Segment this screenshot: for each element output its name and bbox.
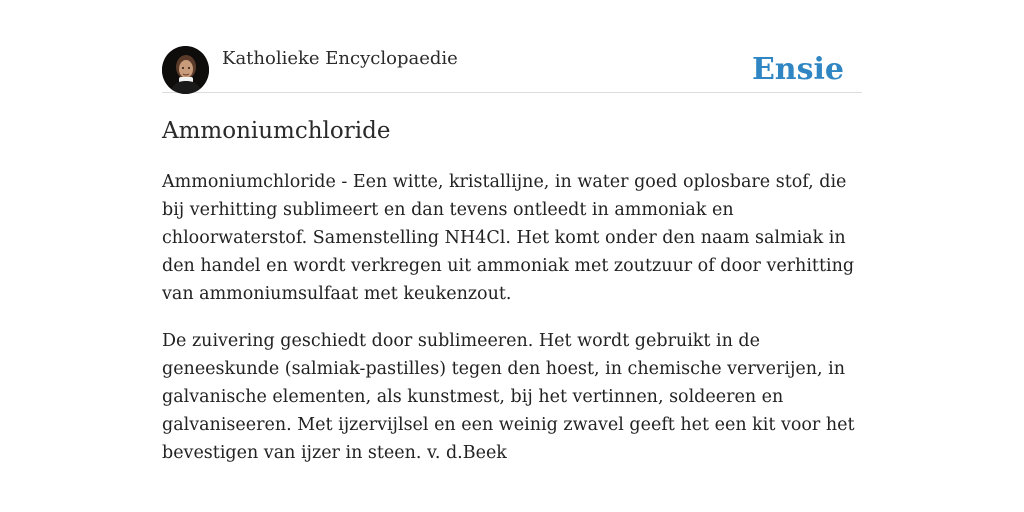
portrait-avatar[interactable] xyxy=(162,46,209,94)
article-title: Ammoniumchloride xyxy=(162,118,391,144)
source-name[interactable]: Katholieke Encyclopaedie xyxy=(222,48,458,69)
portrait-icon xyxy=(162,46,209,94)
source-header xyxy=(162,46,862,93)
article-paragraph-1: Ammoniumchloride - Een witte, kristallijne, in water goed oplosbare stof, die bij verhitting sublimeert en dan tevens ontleedt in ammoniak en chloorwaterstof. Samenstelling NH4Cl. Het komt onder den naam salmiak in den handel en wordt verkregen uit ammoniak met zoutzuur of door verhitting van ammoniumsulfaat met keukenzout. xyxy=(162,172,855,304)
article-body xyxy=(162,168,862,486)
article-paragraph-2: De zuivering geschiedt door sublimeeren. Het wordt gebruikt in de geneeskunde (salmiak-pastilles) tegen den hoest, in chemische ververijen, in galvanische elementen, als kunstmest, bij het vertinnen, soldeeren en galvaniseeren. Met ijzervijlsel en een weinig zwavel geeft het een kit voor het bevestigen van ijzer in steen. v. d.Beek xyxy=(162,331,855,463)
ensie-logo-link[interactable]: Ensie xyxy=(751,52,844,87)
article-page xyxy=(162,0,862,512)
